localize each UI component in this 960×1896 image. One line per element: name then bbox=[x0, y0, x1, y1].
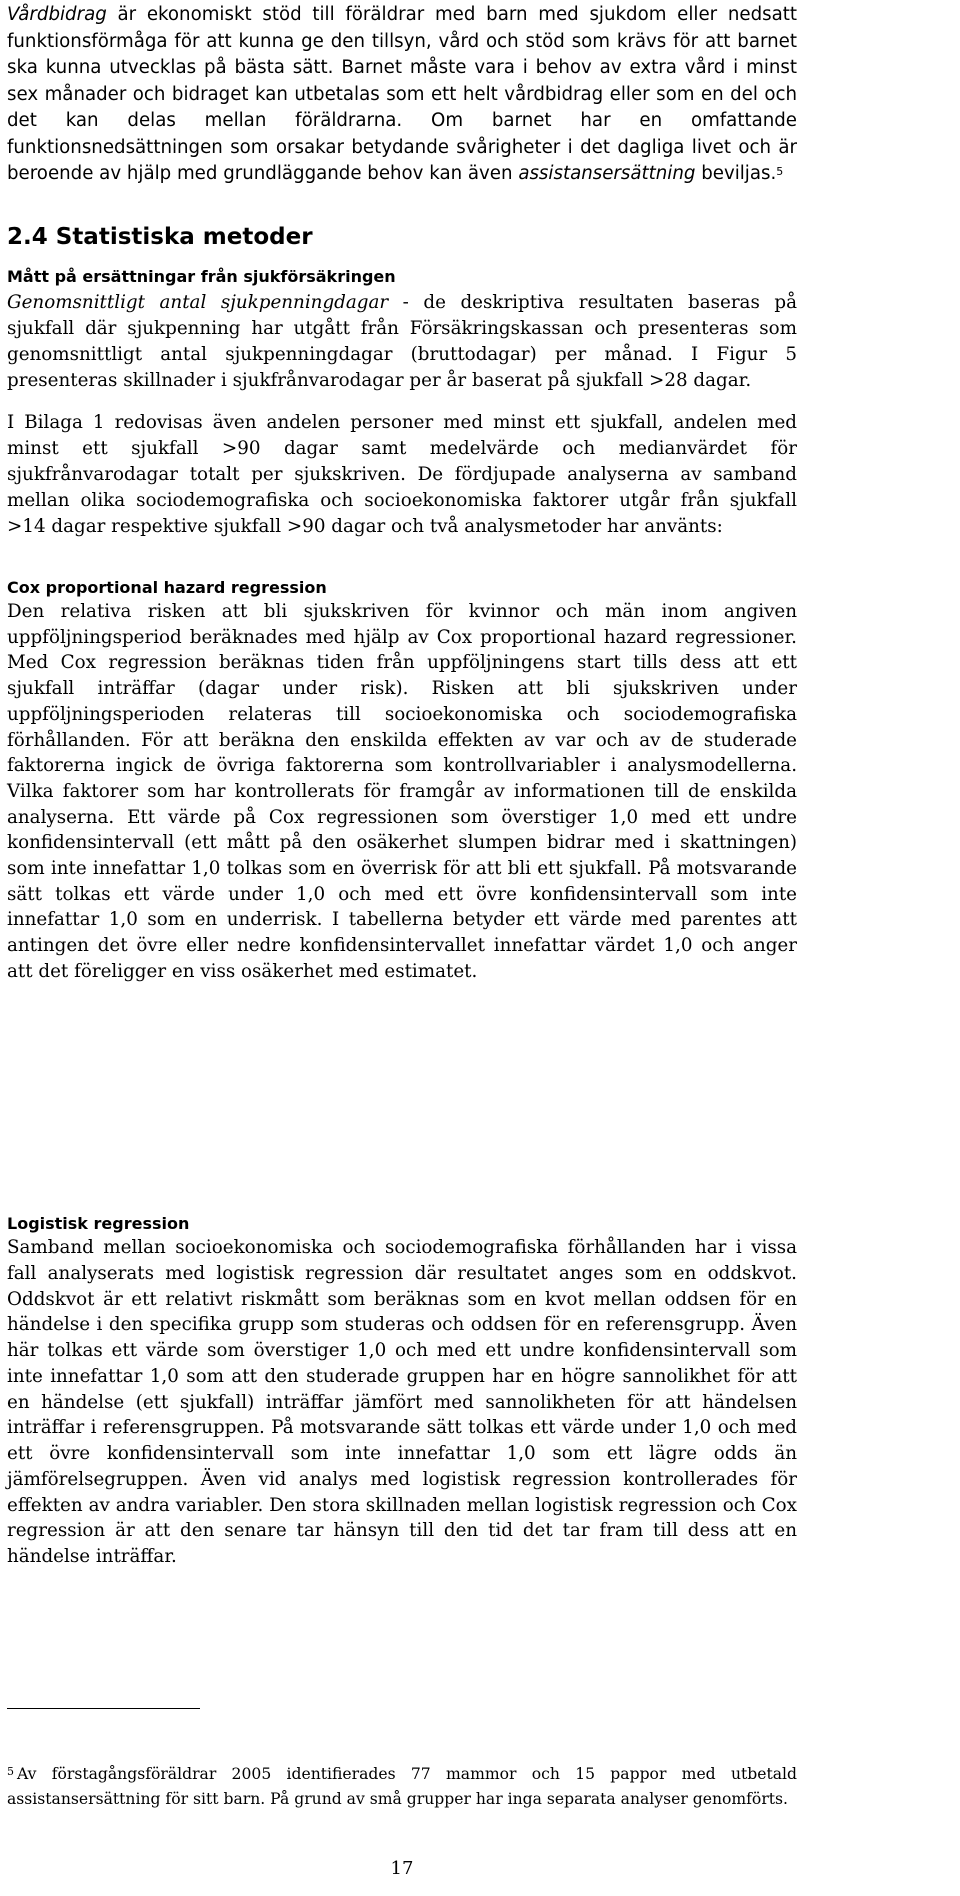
subheading-logistisk: Logistisk regression bbox=[7, 1214, 190, 1233]
term-sjukpenningdagar: Genomsnittligt antal sjukpenningdagar bbox=[7, 292, 389, 313]
footnote bbox=[7, 1762, 797, 1811]
footnote-number: 5 bbox=[7, 1765, 14, 1778]
intro-paragraph bbox=[7, 2, 797, 188]
intro-text-1: är ekonomiskt stöd till föräldrar med barn med sjukdom eller nedsatt funktionsförmåga för att kunna ge den tillsyn, vård och stöd som krävs för att barnet ska kunna utvecklas på bästa sätt. Barnet måste vara i behov av extra vård i minst sex månader och bidraget kan utbetalas som ett helt vårdbidrag eller som en del och det kan delas mellan föräldrarna. Om barnet har en omfattande funktionsnedsättningen som orsakar betydande svårigheter i det dagliga livet och är beroende av hjälp med grundläggande behov kan även bbox=[7, 4, 797, 184]
term-vardbidrag: Vårdbidrag bbox=[7, 4, 107, 25]
intro-text-2: beviljas. bbox=[695, 163, 777, 184]
section-heading: 2.4 Statistiska metoder bbox=[7, 224, 313, 250]
paragraph-matt-text: - de deskriptiva resultaten baseras på sjukfall där sjukpenning har utgått från Försäkringskassan och presenteras som genomsnittligt antal sjukpenningdagar (bruttodagar) per månad. I Figur 5 presenteras skillnader i sjukfrånvarodagar per år baserat på sjukfall >28 dagar. bbox=[7, 292, 797, 391]
term-assistansersattning: assistansersättning bbox=[518, 163, 696, 184]
footnote-text: Av förstagångsföräldrar 2005 identifierades 77 mammor och 15 pappor med utbetald assistansersättning för sitt barn. På grund av små grupper har inga separata analyser genomförts. bbox=[7, 1765, 797, 1808]
paragraph-bilaga: I Bilaga 1 redovisas även andelen personer med minst ett sjukfall, andelen med minst ett sjukfall >90 dagar samt medelvärde och medianvärdet för sjukfrånvarodagar totalt per sjukskriven. De fördjupade analyserna av samband mellan olika sociodemografiska och socioekonomiska faktorer utgår från sjukfall >14 dagar respektive sjukfall >90 dagar och två analysmetoder har använts: bbox=[7, 412, 797, 537]
footnote-reference: 5 bbox=[776, 165, 784, 178]
footnote-separator bbox=[7, 1708, 200, 1709]
paragraph-matt bbox=[7, 290, 797, 394]
page-number: 17 bbox=[390, 1858, 414, 1879]
subheading-matt: Mått på ersättningar från sjukförsäkringen bbox=[7, 267, 396, 286]
paragraph-logistisk: Samband mellan socioekonomiska och sociodemografiska förhållanden har i vissa fall analyserats med logistisk regression där resultatet anges som en oddskvot. Oddskvot är ett relativt riskmått som beräknas som en kvot mellan oddsen för en händelse i den specifika grupp som studeras och oddsen för en referensgrupp. Även här tolkas ett värde som överstiger 1,0 och med ett undre konfidensintervall som inte innefattar 1,0 som att den studerade gruppen har en högre sannolikhet för att en händelse (ett sjukfall) inträffar jämfört med sannolikheten för att händelsen inträffar i referensgruppen. På motsvarande sätt tolkas ett värde under 1,0 och med ett övre konfidensintervall som inte innefattar 1,0 som ett lägre odds än jämförelsegruppen. Även vid analys med logistisk regression kontrollerades för effekten av andra variabler. Den stora skillnaden mellan logistisk regression och Cox regression är att den senare tar hänsyn till den tid det tar fram till dess att en händelse inträffar. bbox=[7, 1237, 797, 1567]
subheading-cox: Cox proportional hazard regression bbox=[7, 578, 327, 597]
paragraph-cox: Den relativa risken att bli sjukskriven för kvinnor och män inom angiven uppföljningsperiod beräknades med hjälp av Cox proportional hazard regressioner. Med Cox regression beräknas tiden från uppföljningens start tills dess att ett sjukfall inträffar (dagar under risk). Risken att bli sjukskriven under uppföljningsperioden relateras till socioekonomiska och sociodemografiska förhållanden. För att beräkna den enskilda effekten av var och av de studerade faktorerna ingick de övriga faktorerna som kontrollvariabler i analysmodellerna. Vilka faktorer som har kontrollerats för framgår av informationen till de enskilda analyserna. Ett värde på Cox regressionen som överstiger 1,0 med ett undre konfidensintervall (ett mått på den osäkerhet slumpen bidrar med i skattningen) som inte innefattar 1,0 tolkas som en överrisk för att bli ett sjukfall. På motsvarande sätt tolkas ett värde under 1,0 och med ett övre konfidensintervall som inte innefattar 1,0 som en underrisk. I tabellerna betyder ett värde med parentes att antingen det övre eller nedre konfidensintervallet innefattar värdet 1,0 och anger att det föreligger en viss osäkerhet med estimatet. bbox=[7, 601, 797, 982]
